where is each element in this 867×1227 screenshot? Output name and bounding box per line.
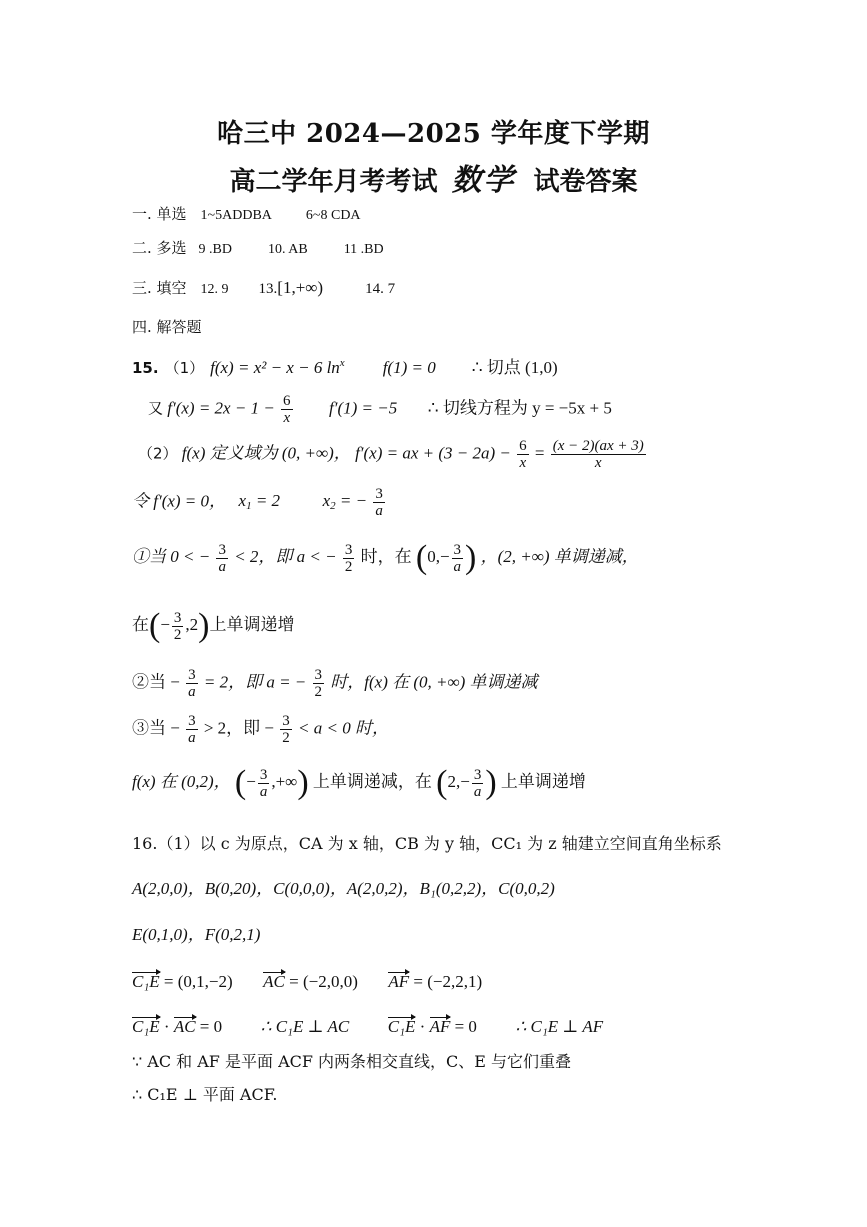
q15-line-4 [132, 486, 387, 519]
title-subject: 数学 [451, 163, 516, 198]
case1-frac-3-a: $\frac{3}{a}$ [218, 541, 226, 575]
q15-zero-condition: 令 f′(x) = 0， [132, 491, 227, 511]
case1-c: 时，在 [360, 546, 412, 566]
case1-d: ，(2, +∞) 单调递减， [480, 546, 639, 566]
multi-label: 二. 多选 [132, 239, 187, 257]
q15-tangent-line: ∴ 切线方程为 y = −5x + 5 [427, 398, 612, 418]
q16-coords-2: E(0,1,0)，F(0,2,1) [132, 925, 261, 944]
q15-frac-6-x [281, 393, 293, 426]
perp-1: ∴ C₁E ⊥ AC [260, 1017, 350, 1036]
multi-choice-row [132, 239, 384, 259]
q15-case-2 [132, 667, 538, 700]
single-a: 1~5ADDBA [200, 208, 272, 223]
vec-c1e: C₁E [132, 972, 160, 991]
q15-fprime-2: f′(x) = ax + (3 − 2a) − [355, 443, 511, 463]
q15-x1: $x_1 = 2$ [238, 491, 281, 513]
q15-case-1-cont: 在(− $\frac{3}{2}$ ,2)上单调递增 [132, 607, 295, 644]
case3-b: > 2，即 − [203, 718, 275, 738]
vec-af-2: AF [429, 1017, 451, 1036]
multi-b: 10. AB [268, 242, 308, 257]
multi-c: 11 .BD [343, 242, 384, 257]
frac-den: x [283, 410, 291, 426]
q15-case-1: ①当 0 < − $\frac{3}{a}$ < 2，即 a < − $\frac{3}{2}$ 时，在 (0,− $\frac{3}{a}$ ) ，(2, +∞) 单调递减， [132, 539, 639, 576]
q16-dot-products: C₁E · AC = 0 ∴ C₁E ⊥ AC C₁E · AF = 0 ∴ C₁E ⊥ AF [132, 1017, 604, 1036]
case1-e: 在 [132, 614, 149, 634]
q15-frac-6-x-b [517, 438, 529, 471]
fill-blank-row [132, 278, 395, 299]
case3-frac-3-a-b: $\frac{3}{a}$ [259, 766, 268, 800]
dot-2: = 0 [454, 1017, 477, 1036]
vec-c1e-val: = (0,1,−2) [163, 972, 233, 991]
q15-number: 15. [132, 359, 159, 377]
fill-b: [1,+∞) [277, 278, 324, 297]
q16-reason: ∵ AC 和 AF 是平面 ACF 内两条相交直线，C、E 与它们重叠 [132, 1052, 572, 1071]
case3-a: ③当 − [132, 718, 180, 738]
case3-c: < a < 0 时， [298, 718, 389, 738]
q15-fx: f(x) = x² − x − 6 ln [210, 358, 340, 377]
q15-frac-3-a: $\frac{3}{a}$ [375, 486, 383, 519]
vec-af: AF [388, 972, 410, 991]
q15-tangent-point: ∴ 切点 (1,0) [471, 358, 558, 377]
q16-vectors [132, 972, 482, 992]
vec-c1e-3: C₁E [387, 1017, 416, 1036]
q16-conclusion: ∴ C₁E ⊥ 平面 ACF. [132, 1085, 278, 1104]
q15-case-3-cont: f(x) 在 (0,2)， (− $\frac{3}{a}$ ,+∞) 上单调递减，在 (2,− $\frac{3}{a}$ ) 上单调递增 [132, 764, 586, 801]
fill-c: 14. 7 [365, 281, 396, 297]
frac-num: 6 [283, 393, 291, 409]
q15-part-2: （2） [138, 444, 178, 463]
case3-frac-3-a: $\frac{3}{a}$ [188, 713, 196, 746]
case2-frac-3-a: $\frac{3}{a}$ [188, 667, 196, 700]
q16-line-1: 16.（1）以 c 为原点，CA 为 x 轴，CB 为 y 轴，CC₁ 为 z 轴建立空间直角坐标系 [132, 834, 722, 853]
case3-frac-3-a-c: $\frac{3}{a}$ [473, 766, 482, 800]
q15-fprime: f′(x) = 2x − 1 − [167, 398, 275, 418]
q15-domain: f(x) 定义域为 (0, +∞)， [181, 443, 351, 463]
title-line-1: 哈三中 2024—2025 学年度下学期 [217, 119, 650, 149]
case1-interval-frac: $\frac{3}{a}$ [453, 541, 462, 575]
q15-frac-factored [551, 438, 646, 471]
frac-den: x [519, 455, 527, 471]
dot-1: = 0 [199, 1017, 223, 1036]
vec-ac: AC [263, 972, 285, 991]
case2-b: = 2，即 a = − [203, 672, 307, 692]
title-line-2 [0, 155, 867, 199]
vec-c1e-2: C₁E [132, 1017, 160, 1036]
case1-a: ①当 0 < − [132, 546, 211, 566]
case1-frac-3-2: $\frac{3}{2}$ [344, 541, 353, 575]
single-label: 一. 单选 [132, 205, 187, 223]
vec-ac-2: AC [173, 1017, 196, 1036]
q15-case-3 [132, 713, 389, 746]
q15-line-2 [148, 393, 612, 426]
title-left: 高二学年月考考试 [229, 167, 438, 197]
title-right: 试卷答案 [533, 167, 638, 197]
q15-part-1: （1） [164, 359, 205, 377]
q15-x2: $x_2$ = − [322, 491, 368, 513]
frac-den: x [594, 455, 602, 471]
case3-e: 上单调递减，在 [312, 771, 432, 791]
case3-frac-3-2: $\frac{3}{2}$ [282, 713, 290, 746]
fill-b-prefix: 13. [258, 281, 278, 297]
q15-you: 又 [148, 399, 164, 418]
frac-num: (x − 2)(ax + 3) [552, 438, 644, 454]
q16-coords-1: A(2,0,0)，B(0,20)，C(0,0,0)，A(2,0,2)，B₁(0,2,2)，C(0,0,2) [132, 879, 555, 898]
case2-a: ②当 − [132, 672, 180, 692]
perp-2: ∴ C₁E ⊥ AF [515, 1017, 604, 1036]
case2-frac-3-2: $\frac{3}{2}$ [314, 667, 323, 700]
frac-num: 6 [519, 438, 527, 454]
case2-c: 时，f(x) 在 (0, +∞) 单调递减 [330, 672, 538, 692]
q15-line-1 [132, 357, 558, 378]
solve-label: 四. 解答题 [132, 318, 202, 336]
q15-line-3: （2） f(x) 定义域为 (0, +∞)， f′(x) = ax + (3 − 2a) − $\frac{6}{x}$ = $\frac{(x - 2)(ax + 3)}{x}$ [138, 438, 644, 471]
fill-label: 三. 填空 [132, 279, 187, 297]
case3-d: f(x) 在 (0,2)， [132, 771, 231, 791]
case1-frac-3-2-b: $\frac{3}{2}$ [173, 609, 182, 643]
vec-ac-val: = (−2,0,0) [289, 972, 358, 991]
vec-af-val: = (−2,2,1) [413, 972, 483, 991]
q15-exp-x: x [339, 357, 345, 369]
q15-f1: f(1) = 0 [382, 358, 436, 377]
q15-fprime-1: f′(1) = −5 [329, 398, 398, 418]
case3-f: 上单调递增 [500, 771, 586, 791]
case1-b: < 2，即 a < − [234, 546, 337, 566]
multi-a: 9 .BD [198, 242, 232, 257]
single-b: 6~8 CDA [305, 208, 361, 223]
fill-a: 12. 9 [200, 282, 229, 297]
single-choice-row [132, 205, 361, 225]
case1-f: 上单调递增 [209, 614, 295, 634]
